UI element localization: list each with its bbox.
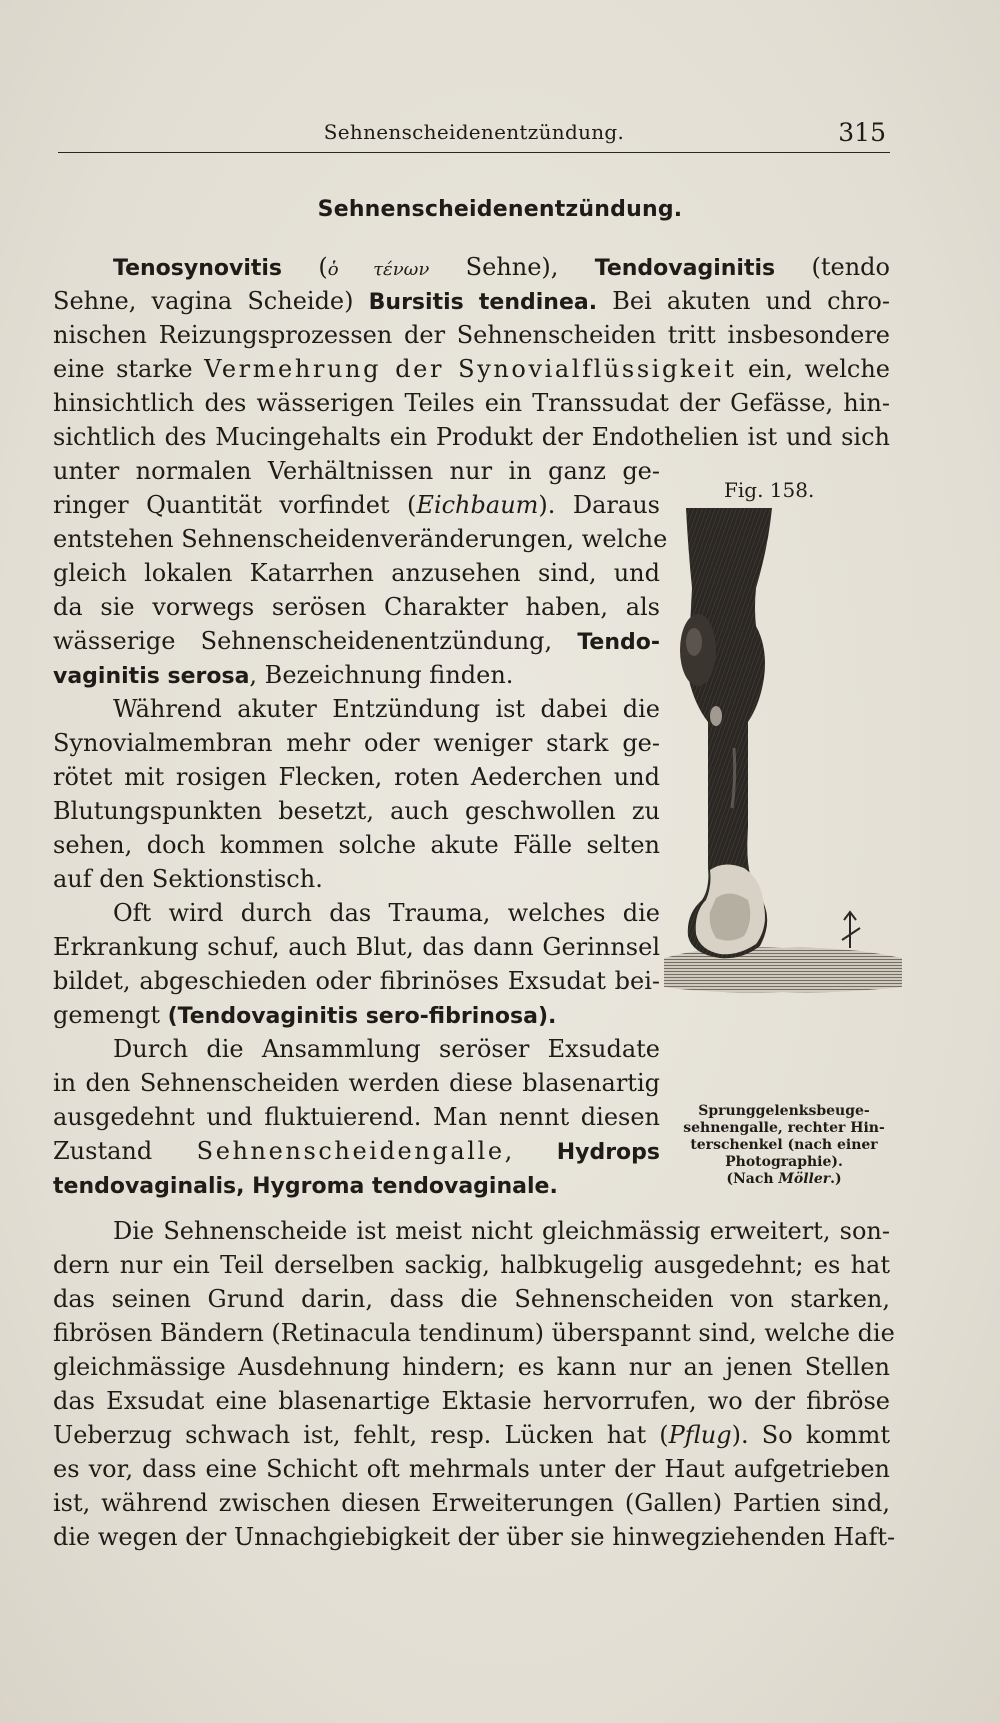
term-hygroma: tendovaginalis, Hygroma tendovaginale. bbox=[53, 1174, 558, 1199]
text-line: Durch die Ansammlung seröser Exsudate bbox=[113, 1035, 660, 1063]
text-line: rötet mit rosigen Flecken, roten Aederchen und bbox=[53, 763, 660, 791]
swelling-highlight bbox=[686, 628, 702, 656]
figure-caption bbox=[664, 1103, 904, 1188]
text-fragment: , Bezeichnung finden. bbox=[249, 661, 514, 689]
text-line: dern nur ein Teil derselben sackig, halbkugelig ausgedehnt; es hat bbox=[53, 1251, 890, 1279]
text-line: ausgedehnt und fluktuierend. Man nennt diesen bbox=[53, 1103, 660, 1131]
caption-source-prefix: (Nach bbox=[726, 1171, 779, 1187]
text-line: Synovialmembran mehr oder weniger stark ge- bbox=[53, 729, 660, 757]
text-fragment: Sehne), bbox=[429, 253, 595, 281]
paragraph-1 bbox=[53, 250, 890, 454]
text-fragment: (tendo bbox=[775, 253, 890, 281]
text-fragment: , bbox=[504, 1137, 557, 1165]
text-fragment: Zustand bbox=[53, 1137, 197, 1165]
text-line: sehen, doch kommen solche akute Fälle selten bbox=[53, 831, 660, 859]
text-line bbox=[53, 1168, 660, 1202]
text-line: Erkrankung schuf, auch Blut, das dann Gerinnsel bbox=[53, 933, 660, 961]
term-fragment: vaginitis serosa bbox=[53, 664, 250, 689]
text-line: es vor, dass eine Schicht oft mehrmals unter der Haut aufgetrieben bbox=[53, 1455, 890, 1483]
horse-hind-leg-illustration bbox=[664, 508, 902, 1568]
text-fragment: ). So kommt bbox=[731, 1421, 890, 1449]
spaced-emphasis: Sehnenscheidengalle bbox=[196, 1137, 505, 1165]
text-fragment: wässerige Sehnenscheidenentzündung, bbox=[53, 627, 578, 655]
text-line: ist, während zwischen diesen Erweiterungen (Gallen) Partien sind, bbox=[53, 1489, 890, 1517]
greek-term: ὁ τένων bbox=[327, 259, 430, 280]
ground-shading bbox=[664, 947, 902, 992]
caption-line: sehnengalle, rechter Hin- bbox=[683, 1120, 885, 1136]
spaced-emphasis: Vermehrung der Synovialflüssigkeit bbox=[204, 355, 737, 383]
text-fragment: ringer Quantität vorfindet ( bbox=[53, 491, 417, 519]
text-line bbox=[53, 658, 660, 692]
text-line: auf den Sektionstisch. bbox=[53, 865, 323, 893]
caption-source-suffix: .) bbox=[830, 1171, 842, 1187]
text-line bbox=[53, 624, 660, 658]
text-line bbox=[53, 352, 890, 386]
text-line: das seinen Grund darin, dass die Sehnenscheiden von starken, bbox=[53, 1285, 890, 1313]
text-fragment: eine starke bbox=[53, 355, 205, 383]
text-fragment: Ueberzug schwach ist, fehlt, resp. Lücken hat ( bbox=[53, 1421, 669, 1449]
running-title: Sehnenscheidenentzündung. bbox=[323, 120, 625, 144]
text-line bbox=[53, 488, 660, 522]
narrow-column bbox=[53, 454, 668, 1202]
text-line: das Exsudat eine blasenartige Ektasie hervorrufen, wo der fibröse bbox=[53, 1387, 890, 1415]
text-line: unter normalen Verhältnissen nur in ganz ge- bbox=[53, 457, 660, 485]
term-fragment: Tendo- bbox=[577, 630, 660, 655]
text-line: fibrösen Bändern (Retinacula tendinum) überspannt sind, welche die bbox=[53, 1319, 895, 1347]
text-line bbox=[53, 1134, 660, 1168]
chapter-title: Sehnenscheidenentzündung. bbox=[317, 197, 683, 222]
page-number: 315 bbox=[838, 118, 886, 147]
text-fragment: gemengt bbox=[53, 1001, 168, 1029]
text-line: Oft wird durch das Trauma, welches die bbox=[113, 899, 660, 927]
text-line: entstehen Sehnenscheidenveränderungen, welche bbox=[53, 525, 668, 553]
text-line: Blutungspunkten besetzt, auch geschwollen zu bbox=[53, 797, 660, 825]
text-line: die wegen der Unnachgiebigkeit der über sie hinwegziehenden Haft- bbox=[53, 1523, 896, 1551]
author-citation: Eichbaum bbox=[416, 491, 539, 519]
text-line: bildet, abgeschieden oder fibrinöses Exsudat bei- bbox=[53, 967, 660, 995]
term-hydrops: Hydrops bbox=[556, 1140, 660, 1165]
term-tenosynovitis: Tenosynovitis bbox=[113, 256, 283, 281]
caption-line: Photographie). bbox=[725, 1154, 843, 1170]
figure-number: Fig. 158. bbox=[724, 478, 815, 502]
text-line: gleich lokalen Katarrhen anzusehen sind, und bbox=[53, 559, 660, 587]
text-fragment: Sehne, vagina Scheide) bbox=[53, 287, 369, 315]
text-line: Die Sehnenscheide ist meist nicht gleichmässig erweitert, son- bbox=[113, 1217, 890, 1245]
text-line: Während akuter Entzündung ist dabei die bbox=[113, 695, 660, 723]
hoof-shading bbox=[710, 893, 751, 940]
text-line: hinsichtlich des wässerigen Teiles ein Transsudat der Gefässe, hin- bbox=[53, 389, 890, 417]
text-fragment: ein, welche bbox=[736, 355, 890, 383]
term-sero-fibrinosa: (Tendovaginitis sero-fibrinosa). bbox=[167, 1004, 557, 1029]
term-tendovaginitis: Tendovaginitis bbox=[594, 256, 776, 281]
caption-line: terschenkel (nach einer bbox=[690, 1137, 878, 1153]
caption-source bbox=[664, 1171, 904, 1188]
text-fragment: ). Daraus bbox=[538, 491, 660, 519]
text-line: da sie vorwegs serösen Charakter haben, als bbox=[53, 593, 660, 621]
caption-source-author: Möller bbox=[778, 1171, 831, 1187]
text-line: gleichmässige Ausdehnung hindern; es kann nur an jenen Stellen bbox=[53, 1353, 890, 1381]
hock-highlight bbox=[710, 706, 722, 726]
caption-line: Sprunggelenksbeuge- bbox=[698, 1103, 870, 1119]
text-fragment: ( bbox=[282, 253, 328, 281]
author-citation: Pflug bbox=[668, 1421, 732, 1449]
text-fragment: Bei akuten und chro- bbox=[597, 287, 890, 315]
term-bursitis-tendinea: Bursitis tendinea. bbox=[368, 290, 598, 315]
text-line: sichtlich des Mucingehalts ein Produkt der Endothelien ist und sich bbox=[53, 423, 890, 451]
text-line bbox=[53, 250, 890, 284]
text-line bbox=[53, 998, 660, 1032]
ground-marker bbox=[842, 912, 860, 948]
figure-158 bbox=[664, 478, 902, 1187]
text-line bbox=[53, 284, 890, 318]
text-line: nischen Reizungsprozessen der Sehnenscheiden tritt insbesondere bbox=[53, 321, 890, 349]
text-line: in den Sehnenscheiden werden diese blasenartig bbox=[53, 1069, 660, 1097]
running-head bbox=[58, 112, 890, 153]
